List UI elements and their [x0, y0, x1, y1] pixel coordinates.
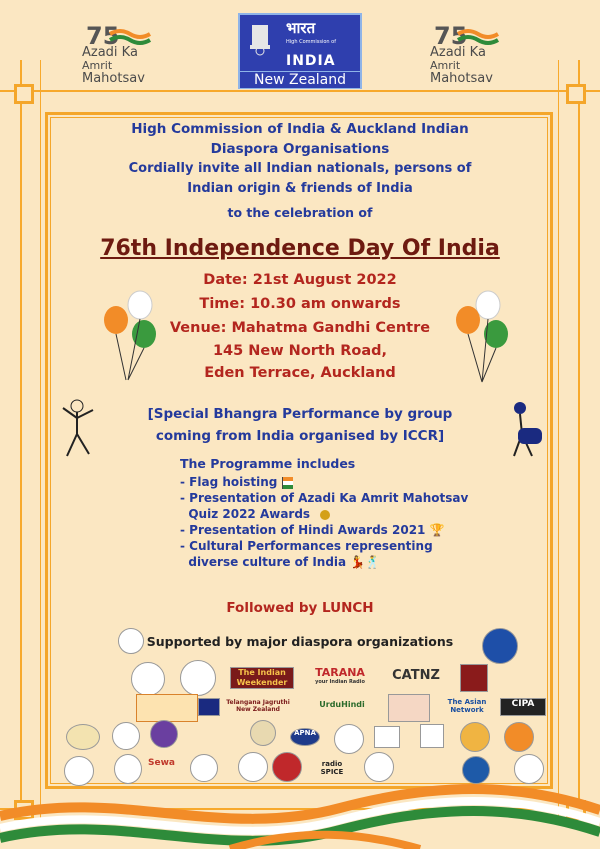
logo-line2b-right: Mahotsav: [430, 71, 493, 86]
event-venue2: 145 New North Road,: [212, 343, 388, 359]
logo-line2a-right: Amrit: [430, 59, 461, 72]
programme-item-2-row: [180, 506, 468, 522]
frame-line-right: [578, 60, 580, 820]
org-logo-r3-11: [504, 722, 534, 752]
event-venue3: Eden Terrace, Auckland: [204, 365, 396, 381]
programme-list: [180, 456, 468, 570]
org-logo-chakra: [118, 628, 144, 654]
hci-bharat: भारत: [286, 19, 316, 37]
logo-line2: [80, 59, 170, 85]
invite-line1: High Commission of India & Auckland Indian: [131, 121, 469, 137]
org-apna: APNA: [290, 728, 320, 746]
programme-heading: The Programme includes: [180, 456, 356, 471]
corner-tl: [14, 84, 34, 104]
lunch-text: Followed by LUNCH: [226, 600, 374, 616]
special-line2: coming from India organised by ICCR]: [155, 428, 445, 444]
programme-item-1: - Presentation of Azadi Ka Amrit Mahotsav: [180, 491, 469, 505]
trophy-icon: 🏆: [429, 523, 445, 537]
org-logo-r3-10: [460, 722, 490, 752]
org-logo-r3-2: [112, 722, 140, 750]
programme-item-flag: [180, 474, 468, 490]
event-time: Time: 10.30 am onwards: [199, 296, 401, 312]
invite-line3: Cordially invite all Indian nationals, persons of: [128, 161, 472, 176]
org-logo-r3-3: [150, 720, 178, 748]
medal-icon: [320, 510, 330, 520]
org-indian-weekender: The Indian Weekender: [230, 667, 294, 689]
org-logo-r3-4: [188, 720, 236, 746]
invite-line2: Diaspora Organisations: [210, 141, 390, 157]
frame-line-right2: [558, 60, 559, 820]
org-logo-2: [180, 660, 216, 696]
programme-item-4: - Cultural Performances representing: [180, 539, 433, 553]
programme-item-0: - Flag hoisting: [180, 475, 278, 489]
flag-wave-icon: [458, 28, 498, 48]
org-urdu-hindi: UrduHindi: [319, 700, 365, 709]
org-logo-r3-1: [66, 724, 100, 750]
org-logo-r4-4: [190, 754, 218, 782]
balloons-left-icon: [98, 290, 168, 390]
balloons-right-icon: [448, 290, 518, 390]
org-logo-r3-5: [250, 720, 276, 746]
programme-item-5-row: [180, 554, 468, 570]
org-logo-sewa: Sewa: [148, 758, 175, 768]
org-logo-r3-7: [334, 724, 364, 754]
logo-number-right: 75: [434, 22, 468, 50]
supported-text: Supported by major diaspora organizations: [146, 634, 454, 649]
logo-number: 75: [86, 22, 120, 50]
org-logo-1: [131, 662, 165, 696]
invite-line5: to the celebration of: [227, 205, 373, 220]
org-spice: radio SPICE: [320, 760, 344, 776]
frame-line-top: [0, 90, 600, 92]
indian-flag-icon: [282, 477, 293, 489]
org-catnz: CATNZ: [392, 668, 440, 683]
org-logo-red: [460, 664, 488, 692]
emblem-icon: [246, 21, 274, 59]
tarana-sub: your Indian Radio: [315, 679, 365, 685]
corner-tr: [566, 84, 586, 104]
logo-line2a: Amrit: [82, 59, 113, 72]
org-logo-r4-6: [272, 752, 302, 782]
org-nz-flags: [198, 698, 220, 716]
programme-item-3: - Presentation of Hindi Awards 2021: [180, 523, 426, 537]
programme-item-2: Quiz 2022 Awards: [180, 507, 311, 521]
programme-item-3-row: [180, 522, 468, 538]
org-cipa: CIPA: [500, 698, 546, 716]
org-logo-book: [388, 694, 430, 722]
org-logo-r4-9: [416, 752, 440, 780]
frame-line-left: [20, 60, 22, 820]
logo-line1: Azadi Ka: [82, 45, 138, 60]
event-venue1: Venue: Mahatma Gandhi Centre: [169, 320, 431, 336]
org-logo-top-right: [482, 628, 518, 664]
logo-line2b: Mahotsav: [82, 71, 145, 86]
org-logo-r4-5: [238, 752, 268, 782]
org-hindu-elders: [136, 694, 198, 722]
org-logo-r3-8: [374, 726, 400, 748]
org-logo-r3-9: [420, 724, 444, 748]
flag-wave-icon: [110, 28, 150, 48]
tarana-name: TARANA: [315, 666, 365, 679]
org-jagruthi: Telangana Jagruthi New Zealand: [226, 699, 290, 713]
org-logo-r4-8: [364, 752, 394, 782]
org-logo-malayali: [55, 698, 133, 710]
special-line1: [Special Bhangra Performance by group: [147, 406, 453, 422]
dancers-icon: 💃🕺: [350, 555, 381, 569]
event-date: Date: 21st August 2022: [203, 272, 397, 288]
hci-country: New Zealand: [240, 71, 360, 88]
azadi-logo-left: [80, 22, 170, 85]
org-tarana: [308, 666, 372, 688]
programme-item-5: diverse culture of India: [180, 555, 347, 569]
hci-small: High Commission of: [286, 39, 336, 45]
frame-line-left2: [40, 60, 41, 820]
invite-line4: Indian origin & friends of India: [187, 181, 413, 196]
logo-line2-right: [428, 59, 518, 85]
event-title: 76th Independence Day Of India: [100, 236, 500, 261]
hci-india: INDIA: [286, 53, 336, 69]
hci-logo: [238, 13, 362, 89]
azadi-logo-right: [428, 22, 518, 85]
org-asian-network: The Asian Network: [447, 698, 487, 714]
logo-line1-right: Azadi Ka: [430, 45, 486, 60]
tricolor-ribbon-icon: [0, 780, 600, 849]
